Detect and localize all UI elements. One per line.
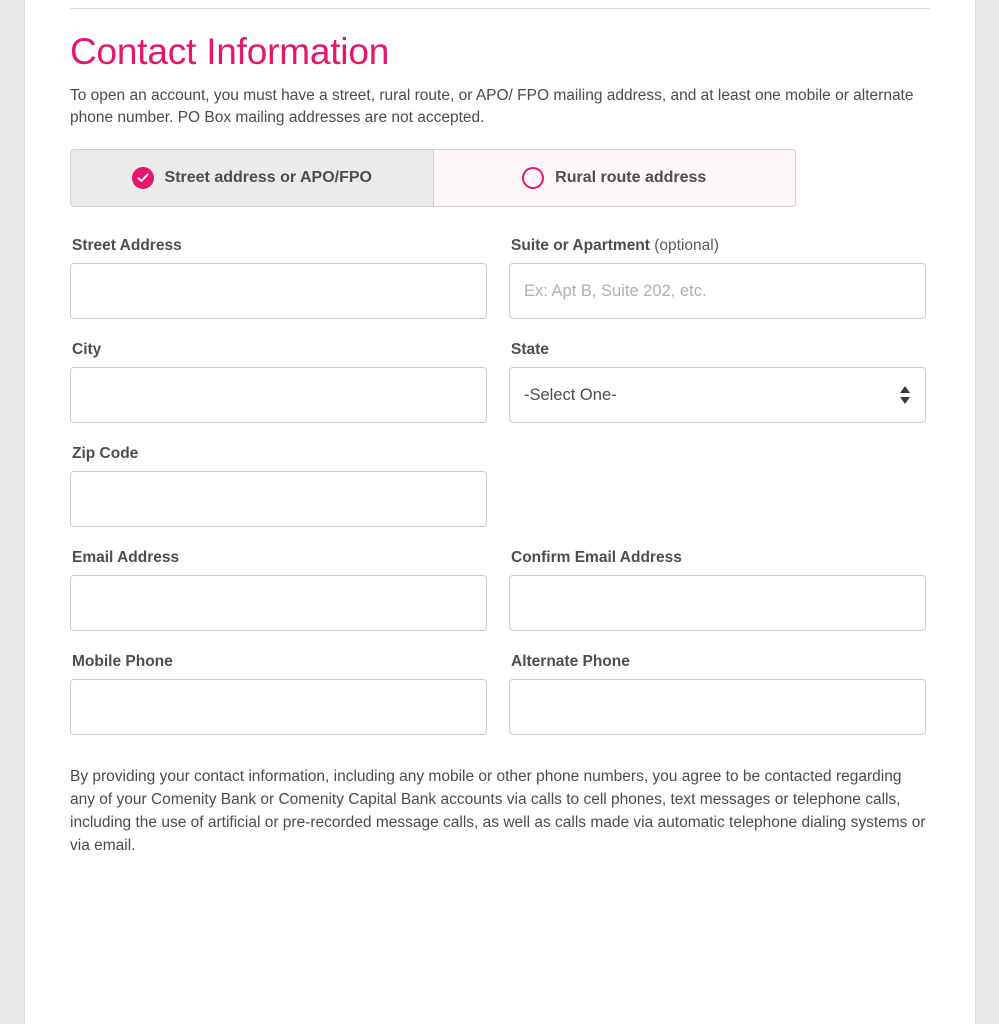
row-city-state [70, 341, 930, 423]
label-suite-text: Suite or Apartment [511, 237, 650, 254]
address-type-toggle[interactable] [70, 149, 796, 207]
street-address-input[interactable] [70, 263, 487, 319]
label-state: State [511, 341, 549, 358]
city-input[interactable] [70, 367, 487, 423]
label-email: Email Address [72, 549, 180, 566]
divider [70, 8, 930, 9]
state-select[interactable] [509, 367, 926, 423]
select-stepper-icon [899, 386, 911, 405]
email-input[interactable] [70, 575, 487, 631]
row-email [70, 549, 930, 631]
field-mobile-phone [70, 653, 487, 735]
section-intro: To open an account, you must have a street, rural route, or APO/ FPO mailing address, and at least one mobile or alternate phone number. PO Box mailing addresses are not accepted. [70, 87, 914, 126]
row-phones [70, 653, 930, 735]
address-type-label-street: Street address or APO/FPO [164, 169, 372, 186]
contact-form [70, 237, 930, 735]
mobile-phone-input[interactable] [70, 679, 487, 735]
field-email [70, 549, 487, 631]
state-select-value: -Select One- [524, 385, 617, 404]
row-zip [70, 445, 930, 527]
field-street-address [70, 237, 487, 319]
contact-disclosure: By providing your contact information, including any mobile or other phone numbers, you agree to be contacted regarding any of your Comenity Bank or Comenity Capital Bank accounts via calls to cell phones, text messages or telephone calls, including the use of artificial or pre-recorded message calls, as well as calls made via automatic telephone dialing systems or via email. [70, 768, 926, 854]
suite-input[interactable] [509, 263, 926, 319]
field-suite [509, 237, 926, 319]
label-suite [511, 237, 926, 255]
address-type-option-street[interactable] [71, 150, 434, 206]
label-city: City [72, 341, 102, 358]
radio-empty-icon [522, 167, 544, 189]
label-street-address: Street Address [72, 237, 182, 254]
alternate-phone-input[interactable] [509, 679, 926, 735]
label-suite-optional: (optional) [654, 237, 719, 254]
label-alternate-phone: Alternate Phone [511, 653, 630, 670]
label-confirm-email: Confirm Email Address [511, 549, 682, 566]
field-zip [70, 445, 487, 527]
address-type-label-rural: Rural route address [555, 169, 707, 186]
field-alternate-phone [509, 653, 926, 735]
zip-input[interactable] [70, 471, 487, 527]
field-confirm-email [509, 549, 926, 631]
field-city [70, 341, 487, 423]
label-mobile-phone: Mobile Phone [72, 653, 173, 670]
form-card [24, 0, 976, 1024]
spacer [509, 445, 926, 527]
row-street [70, 237, 930, 319]
confirm-email-input[interactable] [509, 575, 926, 631]
address-type-option-rural[interactable] [434, 150, 796, 206]
label-zip: Zip Code [72, 445, 139, 462]
field-state [509, 341, 926, 423]
radio-checked-icon [132, 167, 154, 189]
page-title: Contact Information [70, 31, 390, 72]
